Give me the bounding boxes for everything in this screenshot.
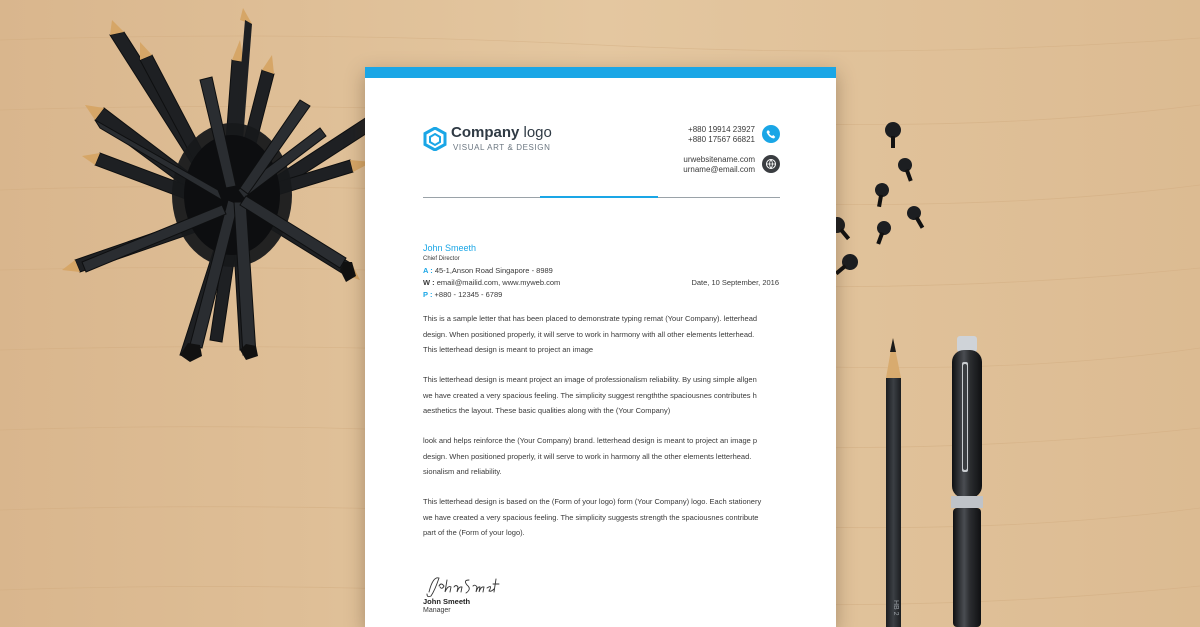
body-line: look and helps reinforce the (Your Company) brand. letterhead design is meant to project an image p — [423, 436, 758, 445]
pencil — [886, 338, 901, 627]
body-line: aesthetics the layout. These basic qualities along with the (Your Company) — [423, 406, 671, 415]
recipient-address — [423, 266, 553, 275]
recipient-web — [423, 278, 560, 287]
handwritten-signature — [423, 572, 503, 600]
header-rule-accent — [540, 196, 658, 198]
body-line: This letterhead design is meant project an image of professionalism reliability. By using simple allgen — [423, 375, 757, 384]
header-rule-right — [658, 197, 780, 198]
phone-value: +880 - 12345 - 6789 — [434, 290, 503, 299]
phone-number-2: +880 17567 66821 — [688, 135, 755, 144]
letter-date: Date, 10 September, 2016 — [691, 278, 779, 287]
email-text: urname@email.com — [683, 165, 755, 174]
body-paragraph — [423, 311, 783, 358]
body-line: design. When positioned properly, it will serve to work in harmony all the other elements letterhead. — [423, 451, 752, 461]
body-paragraph — [423, 372, 783, 419]
company-tagline: VISUAL ART & DESIGN — [453, 143, 551, 152]
signatory-title: Manager — [423, 607, 451, 614]
web-value: email@mailid.com, www.myweb.com — [436, 278, 561, 287]
pen — [951, 336, 983, 627]
address-value: 45-1,Anson Road Singapore - 8989 — [434, 266, 553, 275]
recipient-name: John Smeeth — [423, 243, 477, 253]
top-accent-bar — [365, 67, 836, 78]
company-logo-text — [451, 124, 552, 141]
company-logo-bold: Company — [451, 124, 520, 141]
body-line: This letterhead design is meant to project an image — [423, 345, 594, 354]
body-paragraph — [423, 494, 783, 541]
phone-number-1: +880 19914 23927 — [688, 125, 755, 134]
globe-icon — [762, 155, 780, 173]
body-line: sionalism and reliability. — [423, 467, 502, 476]
address-label: A : — [423, 266, 433, 275]
phone-icon — [762, 125, 780, 143]
recipient-title: Chief Director — [423, 256, 460, 262]
recipient-phone — [423, 290, 502, 299]
body-line: This is a sample letter that has been placed to demonstrate typing remat (Your Company). letterhead — [423, 314, 758, 323]
signatory-name: John Smeeth — [423, 597, 471, 606]
website-text: urwebsitename.com — [683, 155, 755, 164]
hexagon-logo-icon — [423, 127, 447, 151]
body-line: part of the (Form of your logo). — [423, 528, 525, 537]
body-paragraph — [423, 433, 783, 480]
company-logo-light: logo — [519, 124, 552, 141]
body-line: we have created a very spacious feeling. The simplicity suggest rengththe spaciousnes contributes h — [423, 390, 757, 400]
web-label: W : — [423, 278, 435, 287]
header-rule-left — [423, 197, 540, 198]
body-line: we have created a very spacious feeling. The simplicity suggests strength the spaciousnes contribute — [423, 512, 759, 522]
phone-label: P : — [423, 290, 433, 299]
pencil-label: HB 2 — [892, 600, 899, 616]
letterhead-paper — [365, 67, 836, 627]
body-line: This letterhead design is based on the (Form of your logo) form (Your Company) logo. Each stationery — [423, 497, 762, 506]
body-line: design. When positioned properly, it will serve to work in harmony with all other elements letterhead. — [423, 329, 755, 339]
